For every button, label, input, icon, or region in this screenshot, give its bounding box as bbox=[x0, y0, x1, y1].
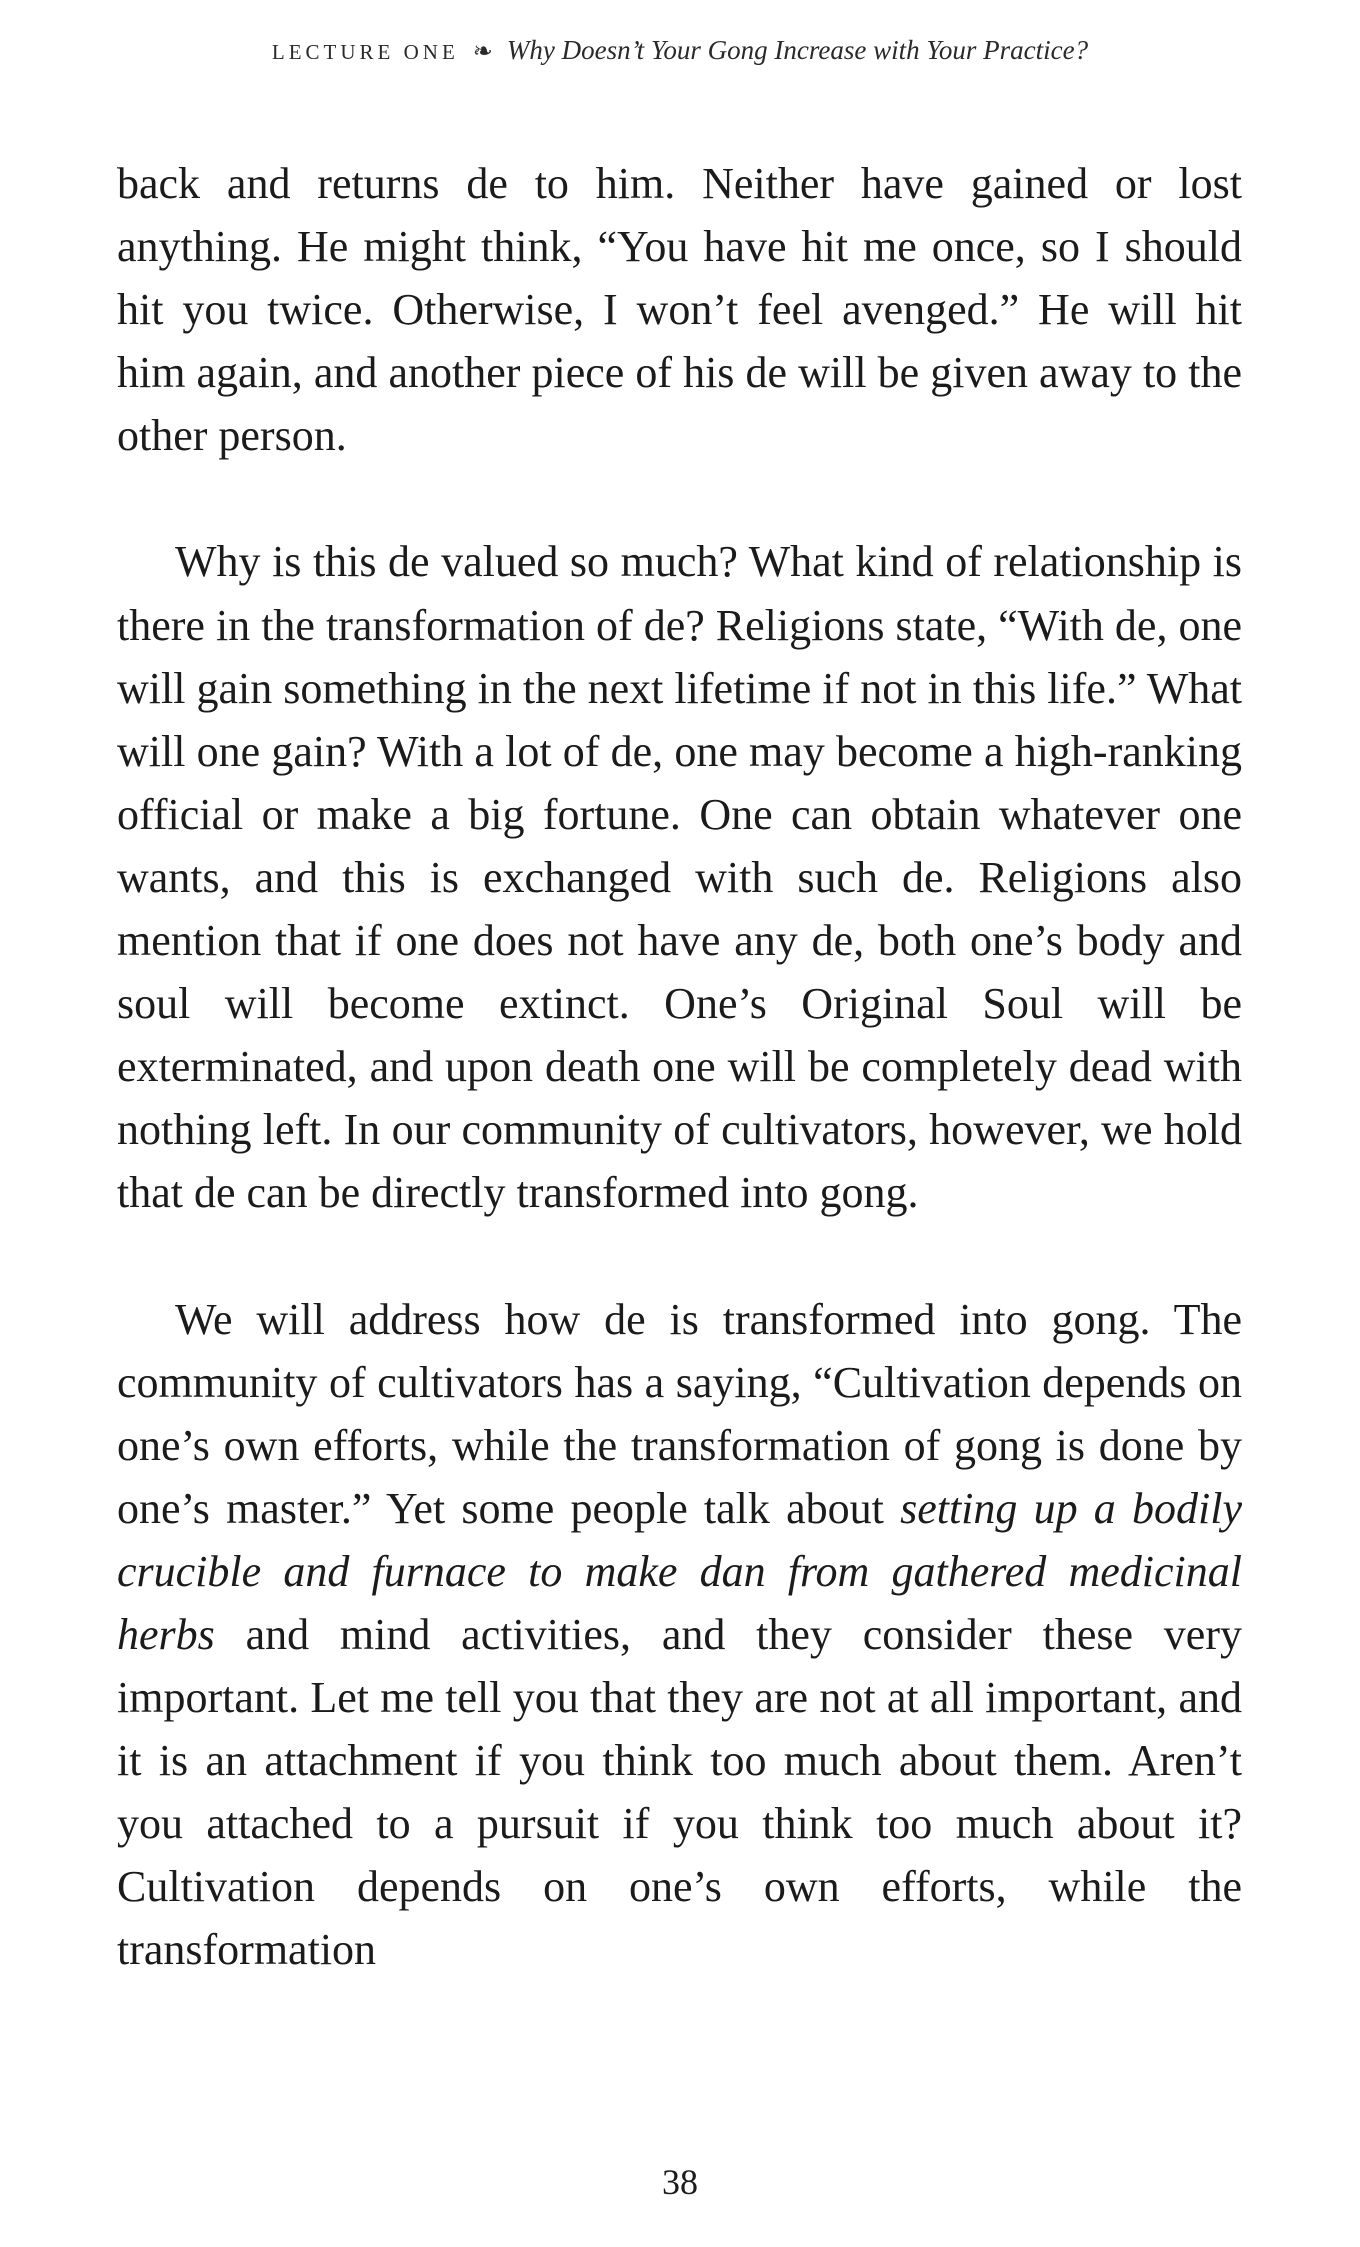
paragraph-3-part-2: and mind activities, and they consider these very important. Let me tell you that they are not at all important, and it is an attachment if you think too much about them. Aren’t you attached to a pursuit if you think too much about it? Cultivation depends on one’s own efforts, while the transformation bbox=[117, 1609, 1242, 1975]
paragraph-3-emphasis: setting up a bodily crucible and furnace to make dan from gathered medicinal herbs bbox=[117, 1483, 1242, 1659]
running-head-title: Why Doesn’t Your Gong Increase with Your Practice? bbox=[506, 35, 1089, 65]
paragraph-3 bbox=[117, 1288, 1242, 1982]
body-text bbox=[117, 152, 1242, 1982]
paragraph-3-part-1: We will address how de is transformed into gong. The community of cultivators has a saying, “Cultivation depends on one’s own efforts, while the transformation of gong is done by one’s master.” Yet some people talk about bbox=[117, 1294, 1242, 1533]
running-head bbox=[0, 30, 1360, 72]
running-head-section: LECTURE ONE bbox=[271, 40, 459, 64]
page-number: 38 bbox=[662, 2162, 698, 2202]
fleuron-icon: ❧ bbox=[472, 39, 493, 65]
paragraph-2: Why is this de valued so much? What kind of relationship is there in the transformation of de? Religions state, “With de, one will gain something in the next lifetime if not in this life.” What will one gain? With a lot of de, one may become a high-ranking official or make a big fortune. One can obtain whatever one wants, and this is exchanged with such de. Religions also mention that if one does not have any de, both one’s body and soul will become extinct. One’s Original Soul will be exterminated, and upon death one will be completely dead with nothing left. In our community of cultivators, however, we hold that de can be directly transformed into gong. bbox=[117, 537, 1242, 1218]
paragraph-1: back and returns de to him. Neither have gained or lost anything. He might think, “You have hit me once, so I should hit you twice. Otherwise, I won’t feel avenged.” He will hit him again, and another piece of his de will be given away to the other person. bbox=[117, 159, 1242, 461]
